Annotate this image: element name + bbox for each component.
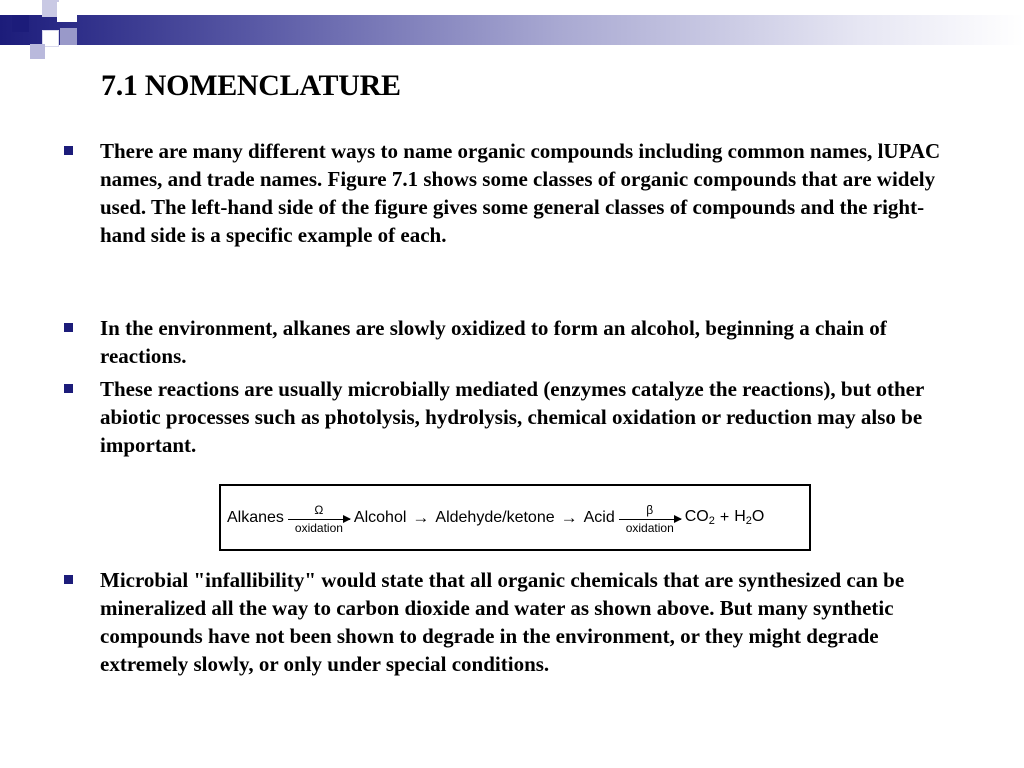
equation-term-aldehyde-ketone: Aldehyde/ketone (435, 508, 555, 526)
arrow-right-icon: → (560, 507, 578, 527)
header-square-decoration (12, 15, 29, 32)
equation-term-h2o (734, 508, 764, 527)
equation-term-alkanes: Alkanes (227, 508, 284, 526)
o-text: O (751, 508, 765, 525)
arrow-label-oxidation: oxidation (294, 521, 343, 536)
co2-subscript: 2 (708, 515, 715, 527)
header-square-decoration (57, 2, 77, 22)
bullet-item-microbial-infallibility: Microbial "infallibility" would state that all organic chemicals that are synthesized can be mineralized all the way to carbon dioxide and water as shown above. But many synthetic compounds have not been shown to degrade in the environment, or they might degrade extremely slowly, or only under special conditions. (100, 566, 968, 678)
bullet-item-alkane-oxidation: In the environment, alkanes are slowly oxidized to form an alcohol, beginning a chain of reactions. (100, 314, 968, 370)
bullet-item-nomenclature: There are many different ways to name organic compounds including common names, lUPAC names, and trade names. Figure 7.1 shows some classes of organic compounds that are widely used. The left-hand side of the figure gives some general classes of compounds and the right-hand side is a specific example of each. (100, 137, 968, 249)
slide-title: 7.1 NOMENCLATURE (101, 69, 401, 102)
header-gradient-bar (0, 15, 1024, 45)
equation-plus: + (719, 508, 730, 526)
header-square-decoration (30, 44, 45, 59)
bullet-item-reaction-mediation: These reactions are usually microbially mediated (enzymes catalyze the reactions), but other abiotic processes such as photolysis, hydrolysis, chemical oxidation or reduction may also be important. (100, 375, 968, 459)
equation-term-acid: Acid (583, 508, 615, 526)
reaction-arrow-beta (619, 504, 681, 536)
header-square-decoration (60, 28, 77, 45)
arrow-label-oxidation: oxidation (625, 521, 674, 536)
arrow-right-icon: → (412, 507, 430, 527)
arrow-right-icon (619, 519, 681, 521)
h-text: H (734, 508, 746, 525)
equation-term-co2 (685, 508, 715, 527)
arrow-right-icon (288, 519, 350, 521)
equation-term-alcohol: Alcohol (353, 508, 407, 526)
reaction-equation-box (219, 484, 811, 551)
arrow-label-omega: Ω (314, 502, 324, 517)
reaction-arrow-omega (288, 504, 350, 536)
co-text: CO (684, 508, 709, 525)
h2o-subscript: 2 (745, 515, 752, 527)
arrow-label-beta: β (646, 502, 654, 517)
